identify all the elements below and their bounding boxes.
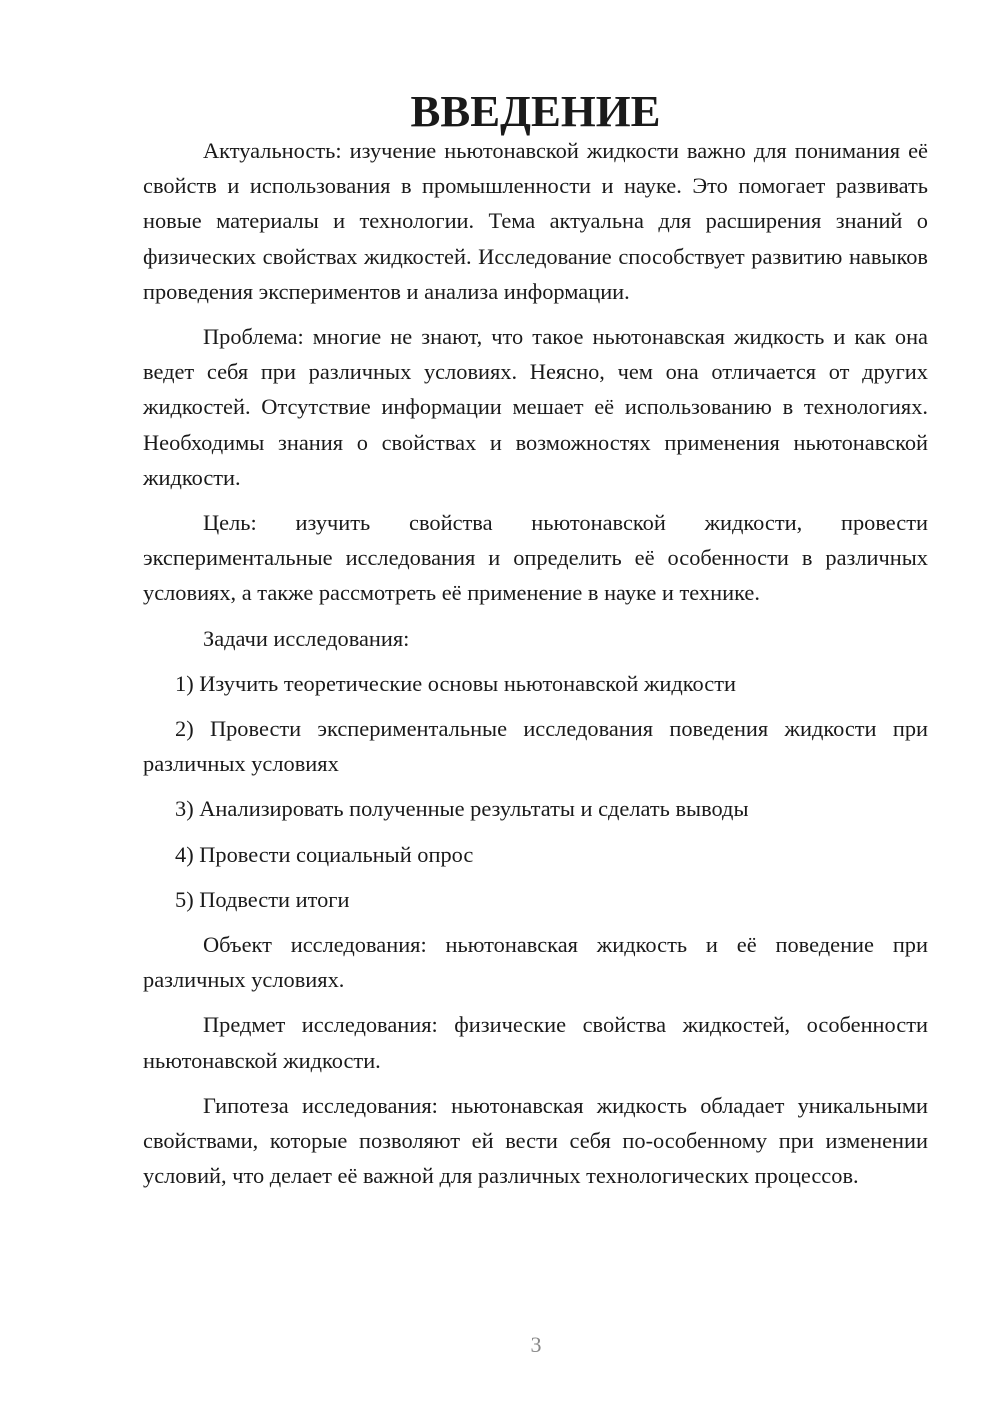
page-title: ВВЕДЕНИЕ: [410, 86, 661, 136]
relevance-paragraph: Актуальность: изучение ньютонавской жидкости важно для понимания её свойств и использования в промышленности и науке. Это помогает развивать новые материалы и технологии. Тема актуальна для расширения знаний о физических свойствах жидкостей. Исследование способствует развитию навыков проведения экспериментов и анализа информации.: [143, 138, 928, 304]
task-item: 1) Изучить теоретические основы ньютонавской жидкости: [175, 670, 736, 696]
task-item: 3) Анализировать полученные результаты и сделать выводы: [175, 796, 749, 822]
tasks-heading: Задачи исследования:: [203, 625, 410, 651]
task-item: 5) Подвести итоги: [175, 886, 350, 912]
problem-paragraph: Проблема: многие не знают, что такое ньютонавская жидкость и как она ведет себя при различных условиях. Неясно, чем она отличается от других жидкостей. Отсутствие информации мешает её использованию в технологиях. Необходимы знания о свойствах и возможностях применения ньютонавской жидкости.: [143, 324, 928, 490]
task-item: 2) Провести экспериментальные исследования поведения жидкости при различных условиях: [143, 716, 928, 777]
subject-paragraph: Предмет исследования: физические свойства жидкостей, особенности ньютонавской жидкости.: [143, 1012, 928, 1073]
task-item: 4) Провести социальный опрос: [175, 841, 474, 867]
tasks-list: [143, 666, 928, 917]
hypothesis-paragraph: Гипотеза исследования: ньютонавская жидкость обладает уникальными свойствами, которые позволяют ей вести себя по-особенному при изменении условий, что делает её важной для различных технологических процессов.: [143, 1092, 928, 1189]
object-paragraph: Объект исследования: ньютонавская жидкость и её поведение при различных условиях.: [143, 932, 928, 993]
document-page: [143, 86, 928, 1203]
page-number: 3: [530, 1332, 542, 1357]
goal-paragraph: Цель: изучить свойства ньютонавской жидкости, провести экспериментальные исследования и определить её особенности в различных условиях, а также рассмотреть её применение в науке и технике.: [143, 510, 928, 606]
